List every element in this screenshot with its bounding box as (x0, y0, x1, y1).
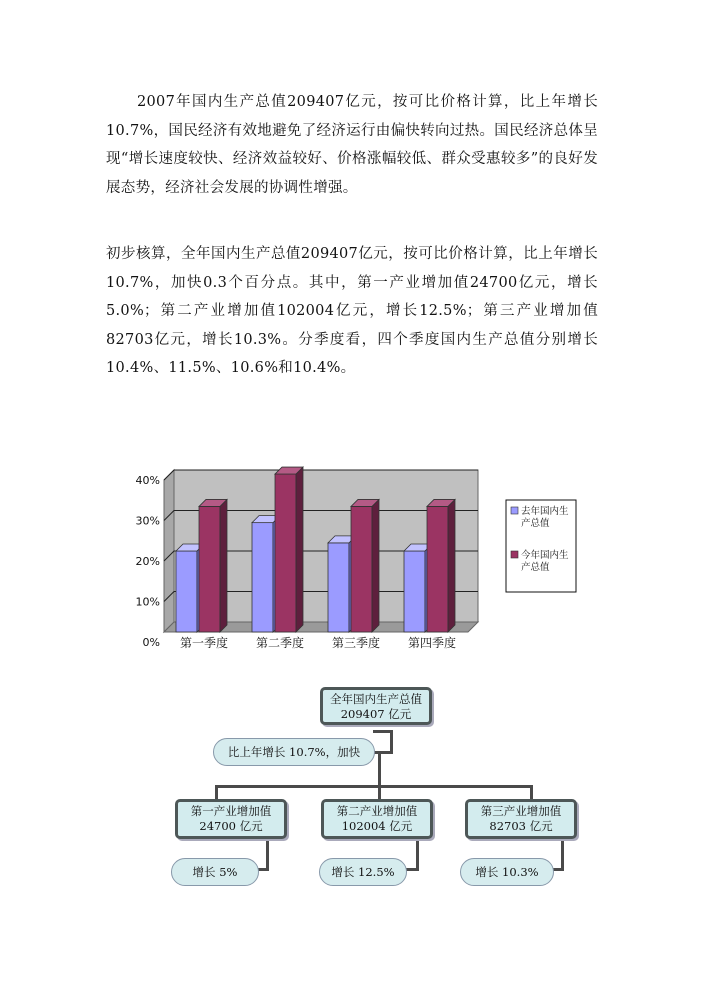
y-tick-label: 30% (135, 514, 160, 528)
quarterly-growth-chart (130, 462, 590, 658)
root-gdp-value: 209407 亿元 (340, 707, 412, 721)
x-category-label: 第一季度 (179, 636, 229, 650)
bar-front (176, 551, 197, 632)
connector-pill2 (405, 868, 419, 871)
connector-horizontal (215, 785, 533, 788)
connector-drop-2 (378, 785, 381, 800)
bar-side (296, 467, 303, 632)
y-tick-label: 10% (135, 595, 160, 609)
connector-drop-1 (215, 785, 218, 800)
accounting-paragraph: 初步核算，全年国内生产总值209407亿元，按可比价格计算，比上年增长10.7%，加快0.3个百分点。其中，第一产业增加值24700亿元，增长5.0%；第二产业增加值102004亿元，增长12.5%；第三产业增加值82703亿元，增长10.3%。分季度看，四个季度国内生产总值分别增长10.4%、11.5%、10.6%和10.4%。 (106, 246, 598, 376)
sector-2-title: 第二产业增加值 (336, 804, 418, 818)
bar-chart-svg (130, 462, 590, 658)
legend-label-line2: 产总值 (521, 518, 550, 529)
x-category-label: 第二季度 (255, 636, 305, 650)
bar-side (372, 499, 379, 632)
gdp-growth-pill: 比上年增长 10.7%，加快 (213, 738, 375, 766)
sector-2-value: 102004 亿元 (341, 819, 413, 833)
sector-box-2 (321, 799, 433, 839)
legend-label-line1: 今年国内生 (521, 550, 569, 561)
connector-trunk (378, 751, 381, 787)
bar-side (220, 499, 227, 632)
chart-side-wall (164, 470, 174, 632)
gdp-structure-diagram (165, 672, 605, 902)
connector-sector1-down (266, 835, 269, 871)
sector-1-title: 第一产业增加值 (190, 804, 272, 818)
y-tick-label: 40% (135, 474, 160, 487)
sector-1-growth-pill: 增长 5% (171, 858, 259, 886)
bar-front (275, 474, 296, 632)
bar-front (328, 543, 349, 632)
root-gdp-box (320, 687, 432, 725)
connector-sector2-down (416, 835, 419, 871)
legend-swatch (511, 507, 518, 514)
legend-swatch (511, 551, 518, 558)
intro-paragraph: 2007年国内生产总值209407亿元，按可比价格计算，比上年增长10.7%，国民经济有效地避免了经济运行由偏快转向过热。国民经济总体呈现“增长速度较快、经济效益较好、价格涨幅较低、群众受惠较多”的良好发展态势，经济社会发展的协调性增强。 (106, 94, 598, 196)
bar-front (199, 506, 220, 632)
sector-box-1 (175, 799, 287, 839)
sector-2-growth-pill: 增长 12.5% (319, 858, 407, 886)
x-category-label: 第四季度 (407, 636, 457, 650)
sector-1-value: 24700 亿元 (199, 819, 263, 833)
sector-3-growth-pill: 增长 10.3% (460, 858, 554, 886)
bar-side (448, 499, 455, 632)
x-category-label: 第三季度 (331, 636, 381, 650)
sector-3-title: 第三产业增加值 (480, 804, 562, 818)
sector-3-value: 82703 亿元 (489, 819, 553, 833)
legend-label-line1: 去年国内生 (521, 506, 569, 517)
legend-label-line2: 产总值 (521, 562, 550, 573)
sector-box-3 (465, 799, 577, 839)
bar-front (351, 506, 372, 632)
y-tick-label: 0% (142, 636, 160, 649)
y-tick-label: 20% (135, 555, 160, 568)
bar-front (427, 506, 448, 632)
root-gdp-title: 全年国内生产总值 (330, 692, 422, 706)
bar-front (252, 523, 273, 632)
connector-sector3-down (561, 835, 564, 871)
bar-front (404, 551, 425, 632)
connector-drop-3 (530, 785, 533, 800)
